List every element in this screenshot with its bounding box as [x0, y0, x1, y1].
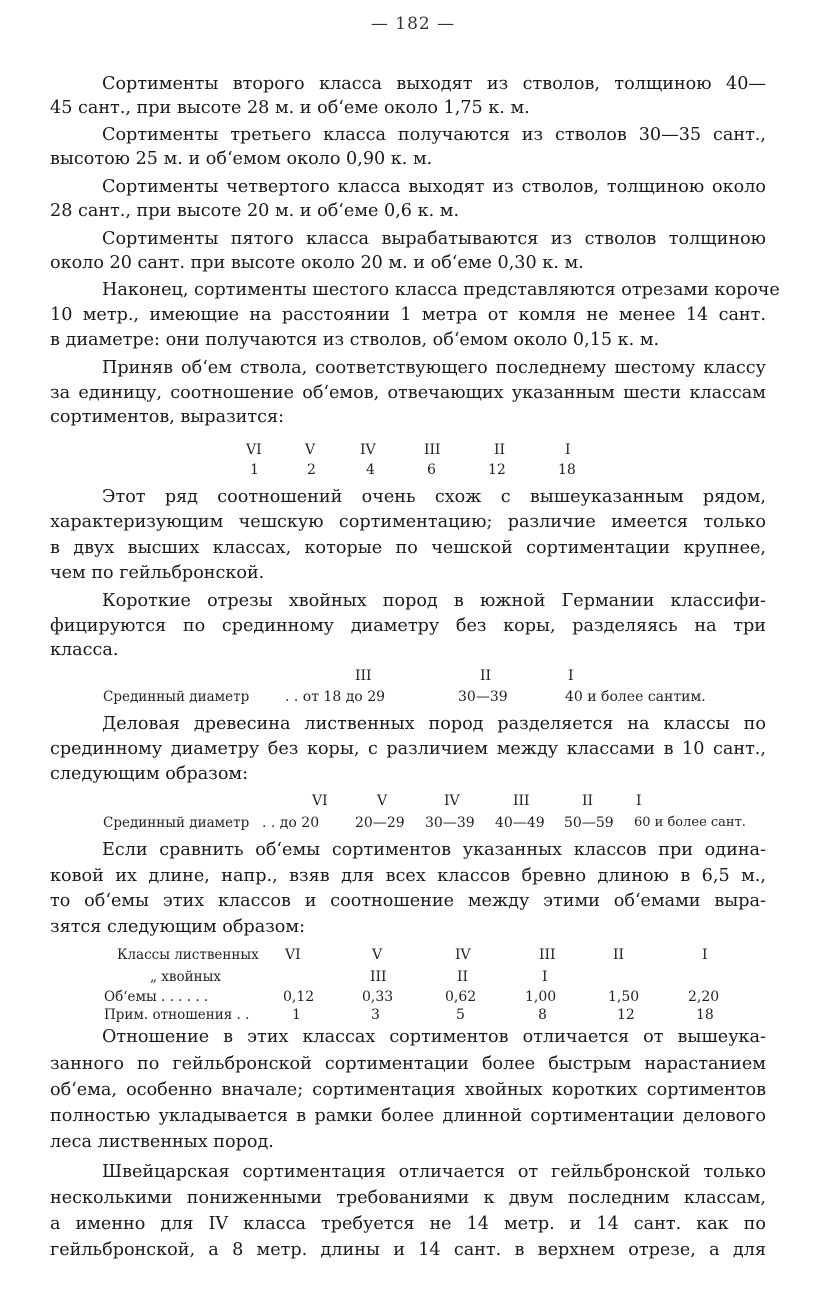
ratio-value: 18 [696, 1007, 714, 1023]
text-line: леса лиственных пород. [50, 1132, 274, 1152]
diameter-value: 50—59 [564, 815, 614, 831]
row-label: Об‘емы . . . . . . [104, 989, 209, 1005]
text-line: Сортименты третьего класса получаются из стволов 30—35 сант., [102, 125, 766, 145]
diameter-value: . . от 18 до 29 [285, 689, 386, 705]
ratio-value: 8 [538, 1007, 547, 1023]
text-line: несколькими пониженными требованиями к двум последним классам, [50, 1188, 766, 1208]
text-line: Швейцарская сортиментация отличается от гейльбронской только [102, 1162, 766, 1182]
text-line: Этот ряд соотношений очень схож с вышеуказанным рядом, [102, 487, 766, 507]
text-line: за единицу, соотношение об‘емов, отвечающих указанным шести классам [50, 383, 766, 403]
class-header: V [377, 793, 388, 809]
class-header: V [372, 947, 383, 963]
class-header: VI [285, 947, 301, 963]
text-line: 10 метр., имеющие на расстоянии 1 метра от комля не менее 14 сант. [50, 305, 766, 325]
text-line: Короткие отрезы хвойных пород в южной Германии классифи- [102, 591, 766, 611]
class-header: III [370, 969, 387, 985]
page-number: — 182 — [370, 14, 456, 34]
text-line: зятся следующим образом: [50, 917, 306, 937]
text-line: а именно для IV класса требуется не 14 метр. и 14 сант. как по [50, 1214, 766, 1234]
row-label: Срединный диаметр [103, 689, 250, 705]
text-line: Приняв об‘ем ствола, соответствующего последнему шестому классу [102, 358, 766, 378]
text-line: следующим образом: [50, 764, 249, 784]
ratio-value: 5 [456, 1007, 465, 1023]
ratio-value: 18 [558, 462, 576, 478]
text-line: гейльбронской, а 8 метр. длины и 14 сант. в верхнем отрезе, а для [50, 1240, 766, 1260]
volume-value: 0,62 [445, 989, 477, 1005]
text-line: об‘ема, особенно вначале; сортиментация хвойных коротких сортиментов [50, 1080, 766, 1100]
text-line: в двух высших классах, которые по чешской сортиментации крупнее, [50, 538, 766, 558]
diameter-value: 40—49 [495, 815, 545, 831]
text-line: Сортименты четвертого класса выходят из стволов, толщиною около [102, 177, 766, 197]
volume-value: 2,20 [688, 989, 720, 1005]
text-line: Деловая древесина лиственных пород разделяется на классы по [102, 714, 766, 734]
text-line: фицируются по срединному диаметру без коры, разделяясь на три [50, 616, 766, 636]
class-header: I [702, 947, 708, 963]
class-header: II [457, 969, 469, 985]
class-header: III [513, 793, 530, 809]
diameter-value: 60 и более сант. [634, 815, 746, 830]
text-line: сортиментов, выразится: [50, 407, 285, 427]
class-header: III [424, 442, 441, 458]
class-header: I [542, 969, 548, 985]
class-header: IV [444, 793, 460, 809]
text-line: занного по гейльбронской сортиментации более быстрым нарастанием [50, 1054, 766, 1074]
class-header: III [355, 668, 372, 684]
diameter-value: . . до 20 [262, 815, 320, 831]
text-line: 45 сант., при высоте 28 м. и об‘еме около 1,75 к. м. [50, 98, 530, 118]
text-line: Если сравнить об‘емы сортиментов указанных классов при одина- [102, 840, 766, 860]
class-header: VI [312, 793, 328, 809]
volume-value: 1,50 [608, 989, 640, 1005]
class-header: II [494, 442, 506, 458]
class-header: III [539, 947, 556, 963]
class-header: VI [246, 442, 262, 458]
text-line: полностью укладывается в рамки более длинной сортиментации делового [50, 1106, 766, 1126]
text-line: 28 сант., при высоте 20 м. и об‘еме 0,6 к. м. [50, 201, 460, 221]
diameter-value: 30—39 [425, 815, 475, 831]
class-header: IV [455, 947, 471, 963]
text-line: Отношение в этих классах сортиментов отличается от вышеука- [102, 1027, 766, 1047]
ratio-value: 12 [617, 1007, 635, 1023]
class-header: I [565, 442, 571, 458]
text-line: около 20 сант. при высоте около 20 м. и об‘еме 0,30 к. м. [50, 253, 584, 273]
text-line: в диаметре: они получаются из стволов, об‘емом около 0,15 к. м. [50, 330, 660, 350]
ratio-value: 12 [488, 462, 506, 478]
text-line: класса. [50, 640, 119, 660]
class-header: II [613, 947, 625, 963]
diameter-value: 40 и более сантим. [565, 689, 706, 705]
class-header: I [636, 793, 642, 809]
text-line: характеризующим чешскую сортиментацию; различие имеется только [50, 512, 766, 532]
text-line: срединному диаметру без коры, с различием между классами в 10 сант., [50, 739, 766, 759]
diameter-value: 30—39 [458, 689, 508, 705]
ratio-value: 4 [366, 462, 375, 478]
text-line: то об‘емы этих классов и соотношение между этими об‘емами выра- [50, 891, 766, 911]
volume-value: 0,12 [283, 989, 315, 1005]
row-label: Прим. отношения . . [104, 1007, 250, 1023]
volume-value: 0,33 [362, 989, 394, 1005]
ratio-value: 6 [427, 462, 436, 478]
text-line: ковой их длине, напр., взяв для всех классов бревно длиною в 6,5 м., [50, 866, 766, 886]
ratio-value: 1 [250, 462, 259, 478]
ratio-value: 3 [371, 1007, 380, 1023]
text-line: высотою 25 м. и об‘емом около 0,90 к. м. [50, 149, 433, 169]
row-label: „ хвойных [150, 969, 221, 985]
class-header: I [568, 668, 574, 684]
diameter-value: 20—29 [355, 815, 405, 831]
ratio-value: 2 [307, 462, 316, 478]
text-line: чем по гейльбронской. [50, 563, 265, 583]
ratio-value: 1 [292, 1007, 301, 1023]
text-line: Наконец, сортименты шестого класса представляются отрезами короче [102, 280, 780, 300]
class-header: II [582, 793, 594, 809]
row-label: Срединный диаметр [103, 815, 250, 831]
volume-value: 1,00 [525, 989, 557, 1005]
text-line: Сортименты второго класса выходят из стволов, толщиною 40— [102, 74, 766, 94]
row-label: Классы лиственных [117, 947, 259, 963]
text-line: Сортименты пятого класса вырабатываются из стволов толщиною [102, 229, 766, 249]
class-header: V [305, 442, 316, 458]
class-header: II [480, 668, 492, 684]
class-header: IV [360, 442, 376, 458]
